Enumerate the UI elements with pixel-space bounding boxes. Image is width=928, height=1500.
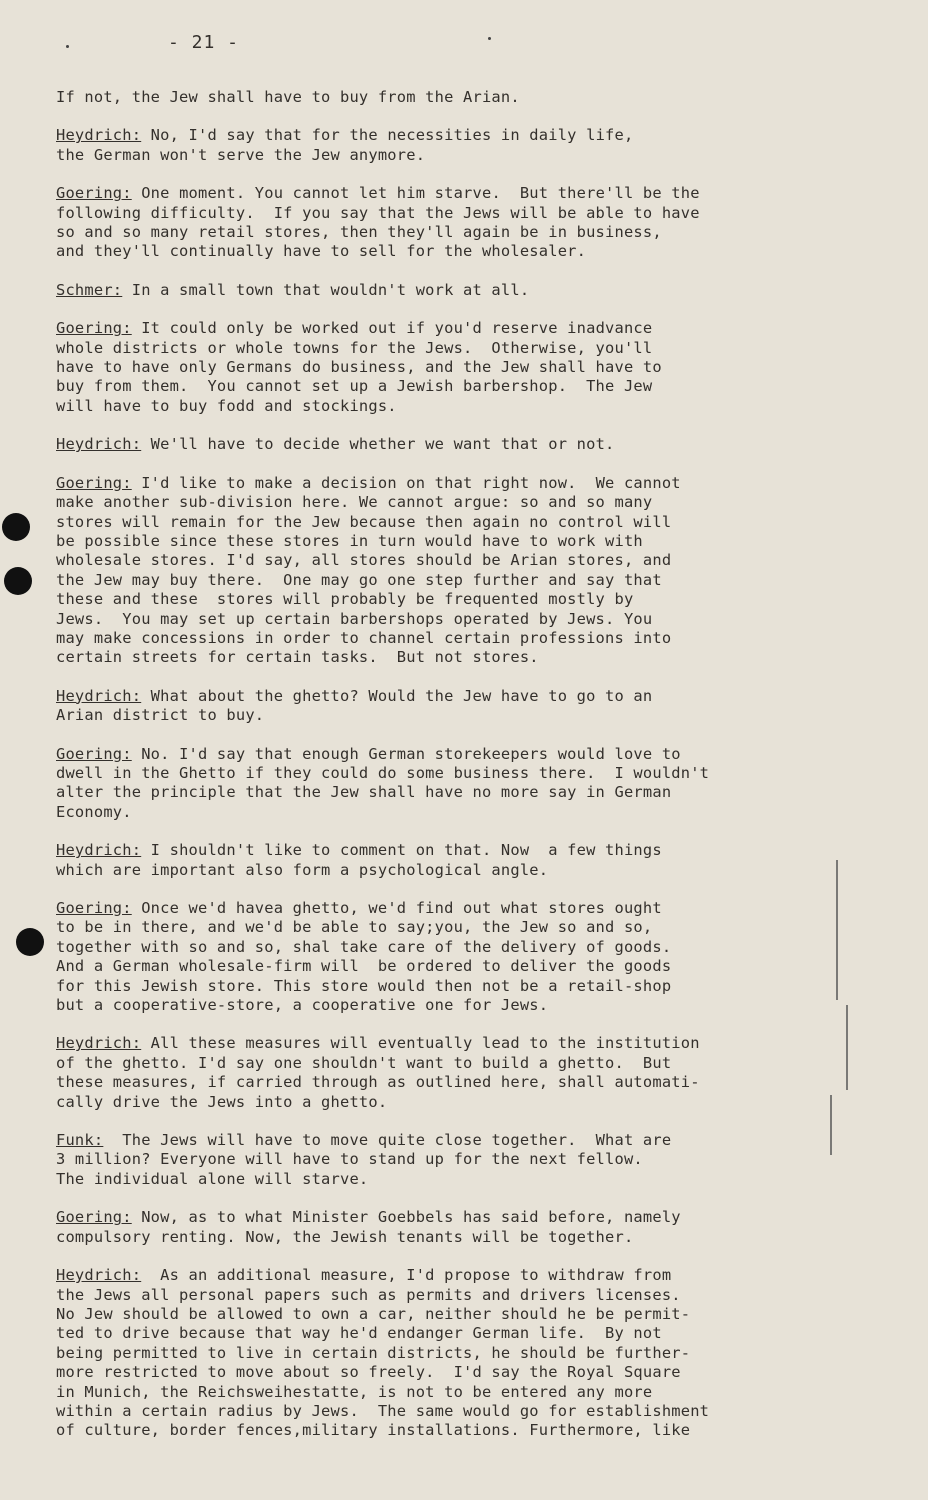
line-text: ted to drive because that way he'd endanger German life. By not bbox=[56, 1324, 662, 1343]
speaker-name: Heydrich: bbox=[56, 126, 142, 145]
text-line bbox=[56, 918, 846, 937]
text-line bbox=[56, 1093, 846, 1112]
speaker-name: Heydrich: bbox=[56, 841, 142, 860]
text-line bbox=[56, 1421, 846, 1440]
speaker-name: Funk: bbox=[56, 1131, 104, 1150]
line-text: No. I'd say that enough German storekeepers would love to bbox=[131, 744, 681, 763]
paragraph bbox=[56, 1208, 846, 1247]
line-text: stores will remain for the Jew because then again no control will bbox=[56, 512, 672, 531]
text-line bbox=[56, 1170, 846, 1189]
line-text: which are important also form a psychological angle. bbox=[56, 860, 549, 879]
paragraph bbox=[56, 1034, 846, 1112]
line-text: compulsory renting. Now, the Jewish tenants will be together. bbox=[56, 1227, 634, 1246]
text-line bbox=[56, 377, 846, 396]
line-text: buy from them. You cannot set up a Jewish barbershop. The Jew bbox=[56, 377, 653, 396]
text-line bbox=[56, 764, 846, 783]
line-text: What about the ghetto? Would the Jew have to go to an bbox=[141, 686, 653, 705]
text-line bbox=[56, 184, 846, 203]
text-line bbox=[56, 1150, 846, 1169]
line-text: these and these stores will probably be frequented mostly by bbox=[56, 590, 634, 609]
punch-hole-middle bbox=[4, 567, 32, 595]
speaker-name: Heydrich: bbox=[56, 1034, 142, 1053]
text-line bbox=[56, 88, 846, 107]
line-text: We'll have to decide whether we want that or not. bbox=[141, 435, 615, 454]
line-text: The individual alone will starve. bbox=[56, 1169, 369, 1188]
line-text: to be in there, and we'd be able to say;you, the Jew so and so, bbox=[56, 918, 653, 937]
text-line bbox=[56, 648, 846, 667]
paragraph bbox=[56, 899, 846, 1015]
line-text: If not, the Jew shall have to buy from the Arian. bbox=[56, 88, 520, 106]
line-text: 3 million? Everyone will have to stand up for the next fellow. bbox=[56, 1150, 643, 1169]
text-line bbox=[56, 1228, 846, 1247]
paragraph bbox=[56, 745, 846, 823]
line-text: Economy. bbox=[56, 802, 132, 821]
line-text: of the ghetto. I'd say one shouldn't want to build a ghetto. But bbox=[56, 1053, 672, 1072]
line-text: No Jew should be allowed to own a car, neither should he be permit- bbox=[56, 1304, 691, 1323]
paragraph bbox=[56, 184, 846, 262]
line-text: Now, as to what Minister Goebbels has said before, namely bbox=[131, 1208, 681, 1227]
text-line bbox=[56, 1131, 846, 1150]
typed-text bbox=[56, 88, 846, 1460]
speaker-name: Goering: bbox=[56, 1208, 132, 1227]
paragraph bbox=[56, 1131, 846, 1189]
line-text: I shouldn't like to comment on that. Now a few things bbox=[141, 841, 662, 860]
text-line bbox=[56, 204, 846, 223]
text-line bbox=[56, 783, 846, 802]
text-line bbox=[56, 397, 846, 416]
text-line bbox=[56, 841, 846, 860]
text-line bbox=[56, 1073, 846, 1092]
text-line bbox=[56, 803, 846, 822]
line-text: and they'll continually have to sell for the wholesaler. bbox=[56, 242, 587, 261]
speck bbox=[66, 45, 69, 48]
line-text: And a German wholesale-firm will be ordered to deliver the goods bbox=[56, 957, 672, 976]
paragraph bbox=[56, 88, 846, 107]
text-line bbox=[56, 996, 846, 1015]
speaker-name: Goering: bbox=[56, 899, 132, 917]
line-text: being permitted to live in certain districts, he should be further- bbox=[56, 1343, 691, 1362]
line-text: for this Jewish store. This store would then not be a retail-shop bbox=[56, 976, 672, 995]
text-line bbox=[56, 474, 846, 493]
speaker-name: Heydrich: bbox=[56, 435, 142, 454]
line-text: dwell in the Ghetto if they could do some business there. I wouldn't bbox=[56, 763, 710, 782]
text-line bbox=[56, 532, 846, 551]
line-text: One moment. You cannot let him starve. But there'll be the bbox=[131, 184, 700, 203]
line-text: these measures, if carried through as outlined here, shall automati- bbox=[56, 1073, 700, 1092]
text-line bbox=[56, 1324, 846, 1343]
paragraph bbox=[56, 1266, 846, 1441]
line-text: following difficulty. If you say that the Jews will be able to have bbox=[56, 203, 700, 222]
text-line bbox=[56, 1383, 846, 1402]
text-line bbox=[56, 1266, 846, 1285]
text-line bbox=[56, 1363, 846, 1382]
line-text: All these measures will eventually lead to the institution bbox=[141, 1034, 700, 1053]
text-line bbox=[56, 899, 846, 918]
text-line bbox=[56, 861, 846, 880]
text-line bbox=[56, 938, 846, 957]
line-text: As an additional measure, I'd propose to withdraw from bbox=[141, 1266, 672, 1285]
text-line bbox=[56, 745, 846, 764]
text-line bbox=[56, 358, 846, 377]
text-line bbox=[56, 590, 846, 609]
line-text: No, I'd say that for the necessities in daily life, bbox=[141, 126, 634, 145]
line-text: whole districts or whole towns for the Jews. Otherwise, you'll bbox=[56, 338, 653, 357]
line-text: make another sub-division here. We cannot argue: so and so many bbox=[56, 493, 653, 512]
text-line bbox=[56, 493, 846, 512]
line-text: within a certain radius by Jews. The same would go for establishment bbox=[56, 1401, 710, 1420]
speaker-name: Schmer: bbox=[56, 280, 123, 299]
text-line bbox=[56, 1034, 846, 1053]
text-line bbox=[56, 513, 846, 532]
text-line bbox=[56, 242, 846, 261]
line-text: Once we'd havea ghetto, we'd find out what stores ought bbox=[131, 899, 662, 917]
text-line bbox=[56, 551, 846, 570]
line-text: have to have only Germans do business, and the Jew shall have to bbox=[56, 358, 662, 377]
line-text: The Jews will have to move quite close together. What are bbox=[103, 1131, 672, 1150]
speaker-name: Heydrich: bbox=[56, 1266, 142, 1285]
line-text: the Jews all personal papers such as permits and drivers licenses. bbox=[56, 1285, 681, 1304]
speaker-name: Goering: bbox=[56, 744, 132, 763]
line-text: but a cooperative-store, a cooperative one for Jews. bbox=[56, 996, 549, 1015]
line-text: be possible since these stores in turn would have to work with bbox=[56, 531, 643, 550]
line-text: together with so and so, shal take care of the delivery of goods. bbox=[56, 937, 672, 956]
text-line bbox=[56, 1208, 846, 1227]
speck bbox=[488, 37, 491, 40]
line-text: in Munich, the Reichsweihestatte, is not to be entered any more bbox=[56, 1382, 653, 1401]
text-line bbox=[56, 610, 846, 629]
text-line bbox=[56, 223, 846, 242]
paragraph bbox=[56, 126, 846, 165]
speaker-name: Goering: bbox=[56, 473, 132, 492]
text-line bbox=[56, 1305, 846, 1324]
text-line bbox=[56, 319, 846, 338]
text-line bbox=[56, 435, 846, 454]
line-text: of culture, border fences,military installations. Furthermore, like bbox=[56, 1421, 691, 1440]
line-text: alter the principle that the Jew shall have no more say in German bbox=[56, 783, 672, 802]
line-text: may make concessions in order to channel certain professions into bbox=[56, 628, 672, 647]
line-text: will have to buy fodd and stockings. bbox=[56, 396, 397, 415]
line-text: more restricted to move about so freely. I'd say the Royal Square bbox=[56, 1363, 681, 1382]
speaker-name: Goering: bbox=[56, 184, 132, 203]
text-line bbox=[56, 571, 846, 590]
line-text: In a small town that wouldn't work at all. bbox=[122, 280, 530, 299]
line-text: Jews. You may set up certain barbershops operated by Jews. You bbox=[56, 609, 653, 628]
text-line bbox=[56, 1054, 846, 1073]
line-text: certain streets for certain tasks. But not stores. bbox=[56, 648, 539, 667]
text-line bbox=[56, 281, 846, 300]
text-line bbox=[56, 629, 846, 648]
paragraph bbox=[56, 474, 846, 668]
line-text: the Jew may buy there. One may go one step further and say that bbox=[56, 570, 662, 589]
line-text: I'd like to make a decision on that right now. We cannot bbox=[131, 473, 681, 492]
paragraph bbox=[56, 319, 846, 416]
punch-hole-bottom bbox=[16, 928, 44, 956]
paragraph bbox=[56, 841, 846, 880]
text-line bbox=[56, 957, 846, 976]
text-line bbox=[56, 146, 846, 165]
text-line bbox=[56, 977, 846, 996]
text-line bbox=[56, 1286, 846, 1305]
line-text: cally drive the Jews into a ghetto. bbox=[56, 1092, 388, 1111]
paragraph bbox=[56, 687, 846, 726]
punch-hole-top bbox=[2, 513, 30, 541]
text-line bbox=[56, 687, 846, 706]
line-text: so and so many retail stores, then they'll again be in business, bbox=[56, 223, 662, 242]
margin-mark bbox=[846, 1005, 848, 1090]
line-text: It could only be worked out if you'd reserve inadvance bbox=[131, 319, 653, 338]
text-line bbox=[56, 1344, 846, 1363]
text-line bbox=[56, 1402, 846, 1421]
speaker-name: Goering: bbox=[56, 319, 132, 338]
line-text: wholesale stores. I'd say, all stores should be Arian stores, and bbox=[56, 551, 672, 570]
paragraph bbox=[56, 435, 846, 454]
line-text: Arian district to buy. bbox=[56, 706, 265, 725]
page-number: - 21 - bbox=[168, 32, 240, 53]
text-line bbox=[56, 706, 846, 725]
paragraph bbox=[56, 281, 846, 300]
text-line bbox=[56, 339, 846, 358]
speaker-name: Heydrich: bbox=[56, 686, 142, 705]
text-line bbox=[56, 126, 846, 145]
line-text: the German won't serve the Jew anymore. bbox=[56, 145, 426, 164]
